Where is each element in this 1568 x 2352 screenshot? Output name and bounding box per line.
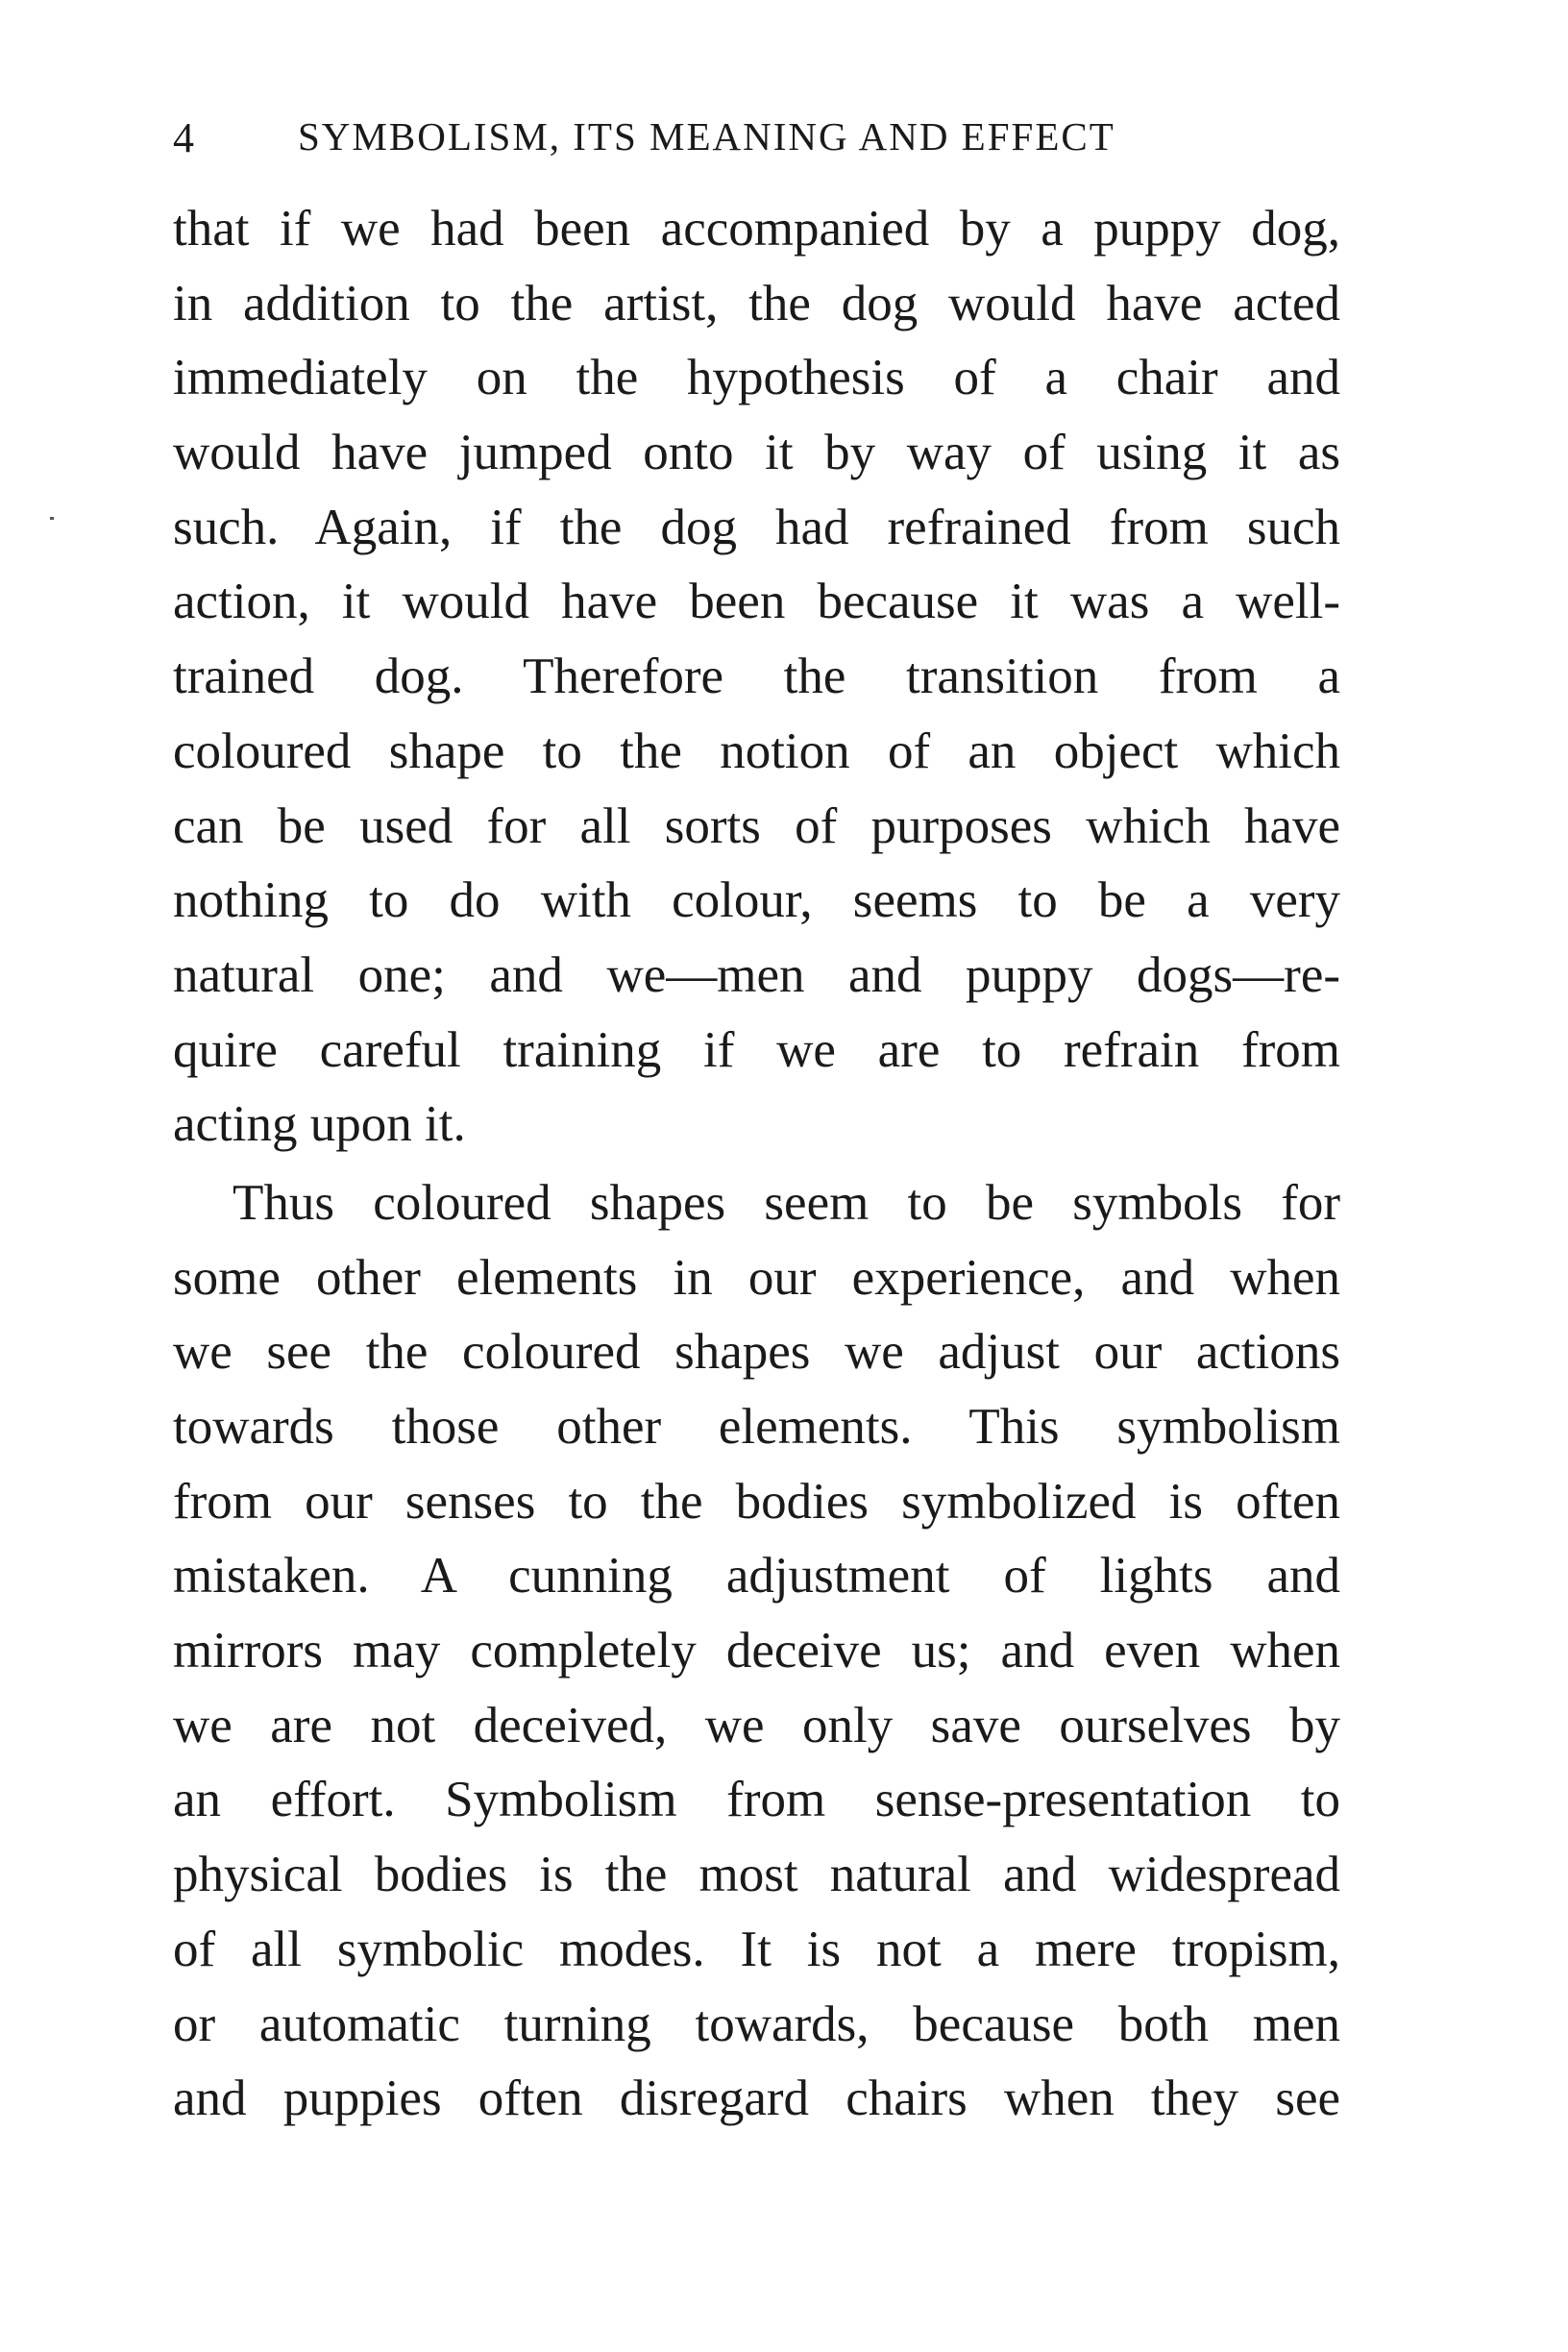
text-line: and puppies often disregard chairs when they see xyxy=(173,2070,1340,2127)
text-line: mistaken. A cunning adjustment of lights and xyxy=(173,1548,1340,1605)
text-line: we are not deceived, we only save ourselves by xyxy=(173,1697,1340,1753)
text-line: that if we had been accompanied by a puppy dog, xyxy=(173,201,1340,257)
text-line: action, it would have been because it was a well- xyxy=(173,574,1340,630)
text-line: towards those other elements. This symbolism xyxy=(173,1399,1340,1455)
text-line: would have jumped onto it by way of using it as xyxy=(173,425,1340,481)
text-line: quire careful training if we are to refrain from xyxy=(173,1021,1340,1078)
text-line: natural one; and we—men and puppy dogs—re- xyxy=(173,946,1340,1003)
text-line: immediately on the hypothesis of a chair and xyxy=(173,350,1340,406)
text-line: or automatic turning towards, because both men xyxy=(173,1996,1340,2052)
text-line: can be used for all sorts of purposes which have xyxy=(173,797,1340,854)
text-line: coloured shape to the notion of an object which xyxy=(173,723,1340,779)
text-line: such. Again, if the dog had refrained from such xyxy=(173,499,1340,555)
text-line: mirrors may completely deceive us; and even when xyxy=(173,1623,1340,1679)
text-line: from our senses to the bodies symbolized is often xyxy=(173,1473,1340,1530)
text-line: an effort. Symbolism from sense-presentation to xyxy=(173,1772,1340,1828)
text-line: physical bodies is the most natural and widespread xyxy=(173,1847,1340,1903)
text-line: trained dog. Therefore the transition from a xyxy=(173,649,1340,705)
body-text xyxy=(173,192,1340,2137)
stray-ink-mark xyxy=(50,517,54,520)
text-line: nothing to do with colour, seems to be a very xyxy=(173,872,1340,929)
text-line: we see the coloured shapes we adjust our actions xyxy=(173,1324,1340,1381)
running-title: SYMBOLISM, ITS MEANING AND EFFECT xyxy=(298,114,1115,159)
page-number: 4 xyxy=(173,114,196,161)
paragraph-1 xyxy=(173,192,1340,1163)
text-line: of all symbolic modes. It is not a mere tropism, xyxy=(173,1921,1340,1977)
text-line: some other elements in our experience, and when xyxy=(173,1249,1340,1306)
running-head xyxy=(173,113,1326,171)
text-line: Thus coloured shapes seem to be symbols for xyxy=(233,1174,1340,1231)
text-line: in addition to the artist, the dog would have acted xyxy=(173,275,1340,331)
text-line: acting upon it. xyxy=(173,1096,466,1153)
paragraph-2 xyxy=(173,1166,1340,2137)
